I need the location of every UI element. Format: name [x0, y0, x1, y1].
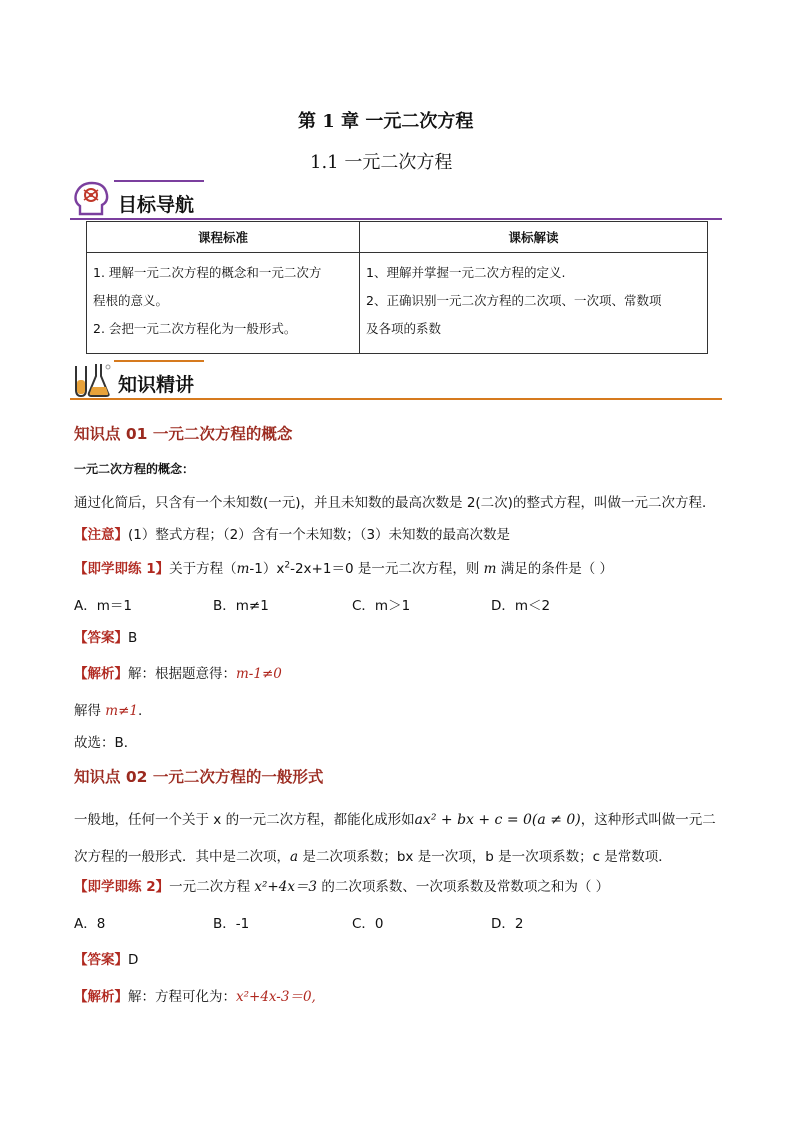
- option-d: D．2: [491, 916, 524, 932]
- option-c: C．0: [352, 916, 384, 932]
- answer-value: D: [128, 952, 139, 968]
- interpretation-line: 及各项的系数: [366, 321, 442, 336]
- option-a: A．m＝1: [74, 598, 132, 614]
- answer-tag: 【答案】: [74, 630, 128, 646]
- knowledge-section-label: 知识精讲: [118, 374, 195, 396]
- option-b: B．m≠1: [213, 598, 269, 614]
- standard-cell: [87, 253, 360, 354]
- section-title: 1.1 一元二次方程: [310, 152, 453, 173]
- kp2-exercise: [74, 875, 609, 895]
- exercise-text: 的二次项系数、一次项系数及常数项之和为（ ）: [317, 879, 610, 895]
- analysis-tag: 【解析】: [74, 989, 128, 1005]
- kp2-text: 是二次项系数；bx 是一次项，b 是一次项系数；c 是常数项．: [298, 849, 672, 865]
- kp1-exercise: [74, 557, 613, 577]
- solve-text: .: [138, 703, 143, 719]
- option-d: D．m＜2: [491, 598, 551, 614]
- exercise-tag: 【即学即练 1】: [74, 561, 170, 577]
- exercise-text: -2x+1＝0 是一元二次方程，则: [290, 561, 484, 577]
- kp1-options: [74, 594, 630, 614]
- kp2-text: 次方程的一般形式．其中是二次项，: [74, 849, 290, 865]
- exercise-text: -1）x: [249, 561, 285, 577]
- kp2-options: [74, 912, 630, 932]
- note-tag: 【注意】: [74, 527, 128, 543]
- analysis-math: m-1≠0: [236, 666, 282, 682]
- lab-flask-icon: [70, 360, 112, 398]
- kp2-title: 知识点 02 一元二次方程的一般形式: [74, 768, 324, 786]
- nav-section-label: 目标导航: [118, 194, 195, 216]
- exercise-tag: 【即学即练 2】: [74, 879, 170, 895]
- standard-line: 程根的意义。: [93, 293, 169, 308]
- analysis-math: x²+4x-3＝0,: [236, 989, 316, 1005]
- knowledge-section-divider: [70, 398, 722, 400]
- chapter-title: 第 1 章 一元二次方程: [298, 111, 474, 132]
- interpretation-cell: [360, 253, 708, 354]
- kp1-definition: 通过化简后，只含有一个未知数(一元)，并且未知数的最高次数是 2(二次)的整式方程，叫做一元二次方程．: [74, 495, 716, 511]
- general-form-formula: ax² + bx + c = 0(a ≠ 0): [414, 812, 581, 828]
- standards-table: [86, 221, 708, 354]
- header-top-rule: [114, 360, 204, 362]
- table-header-interpretation: 课标解读: [360, 222, 708, 253]
- note-text: (1）整式方程；（2）含有一个未知数；（3）未知数的最高次数是: [128, 527, 511, 543]
- kp1-subtitle: 一元二次方程的概念：: [74, 462, 195, 476]
- exercise-text: 关于方程（: [169, 561, 237, 577]
- kp1-analysis: [74, 662, 282, 682]
- standard-line: 1. 理解一元二次方程的概念和一元二次方: [93, 265, 322, 280]
- kp1-solve: [74, 699, 142, 719]
- option-a: A．8: [74, 916, 106, 932]
- kp1-answer: [74, 626, 137, 646]
- standard-line: 2. 会把一元二次方程化为一般形式。: [93, 321, 297, 336]
- interpretation-line: 2、正确识别一元二次方程的二次项、一次项、常数项: [366, 293, 662, 308]
- table-header-row: [87, 222, 708, 253]
- math-var: m: [236, 561, 250, 577]
- kp1-title: 知识点 01 一元二次方程的概念: [74, 425, 293, 443]
- kp2-text: ，这种形式叫做一元二: [580, 812, 716, 828]
- knowledge-section-header: [70, 360, 722, 400]
- kp1-note: [74, 523, 510, 543]
- math-var: a: [290, 849, 299, 865]
- solve-math: m≠1: [105, 703, 138, 719]
- analysis-text: 解：根据题意得：: [128, 666, 236, 682]
- header-top-rule: [114, 180, 204, 182]
- kp2-line1: [74, 808, 716, 828]
- analysis-text: 解：方程可化为：: [128, 989, 236, 1005]
- exercise-math: x²+4x＝3: [254, 879, 318, 895]
- table-row: [87, 253, 708, 354]
- analysis-tag: 【解析】: [74, 666, 128, 682]
- brain-gear-icon: [72, 180, 112, 218]
- table-header-standard: 课程标准: [87, 222, 360, 253]
- kp2-text: 一般地，任何一个关于 x 的一元二次方程，都能化成形如: [74, 812, 415, 828]
- kp2-analysis: [74, 985, 316, 1005]
- answer-tag: 【答案】: [74, 952, 128, 968]
- exercise-text: 一元二次方程: [169, 879, 255, 895]
- nav-section-header: [70, 180, 722, 220]
- kp1-choose: 故选：B．: [74, 735, 138, 751]
- math-var: m: [483, 561, 497, 577]
- kp2-line2: [74, 845, 672, 865]
- exercise-text: 满足的条件是（ ）: [496, 561, 614, 577]
- exercise-superscript: 2: [284, 560, 291, 571]
- option-c: C．m＞1: [352, 598, 411, 614]
- solve-text: 解得: [74, 703, 106, 719]
- interpretation-line: 1、理解并掌握一元二次方程的定义.: [366, 265, 566, 280]
- option-b: B．-1: [213, 916, 250, 932]
- nav-section-divider: [70, 218, 722, 220]
- kp2-answer: [74, 948, 138, 968]
- answer-value: B: [128, 630, 138, 646]
